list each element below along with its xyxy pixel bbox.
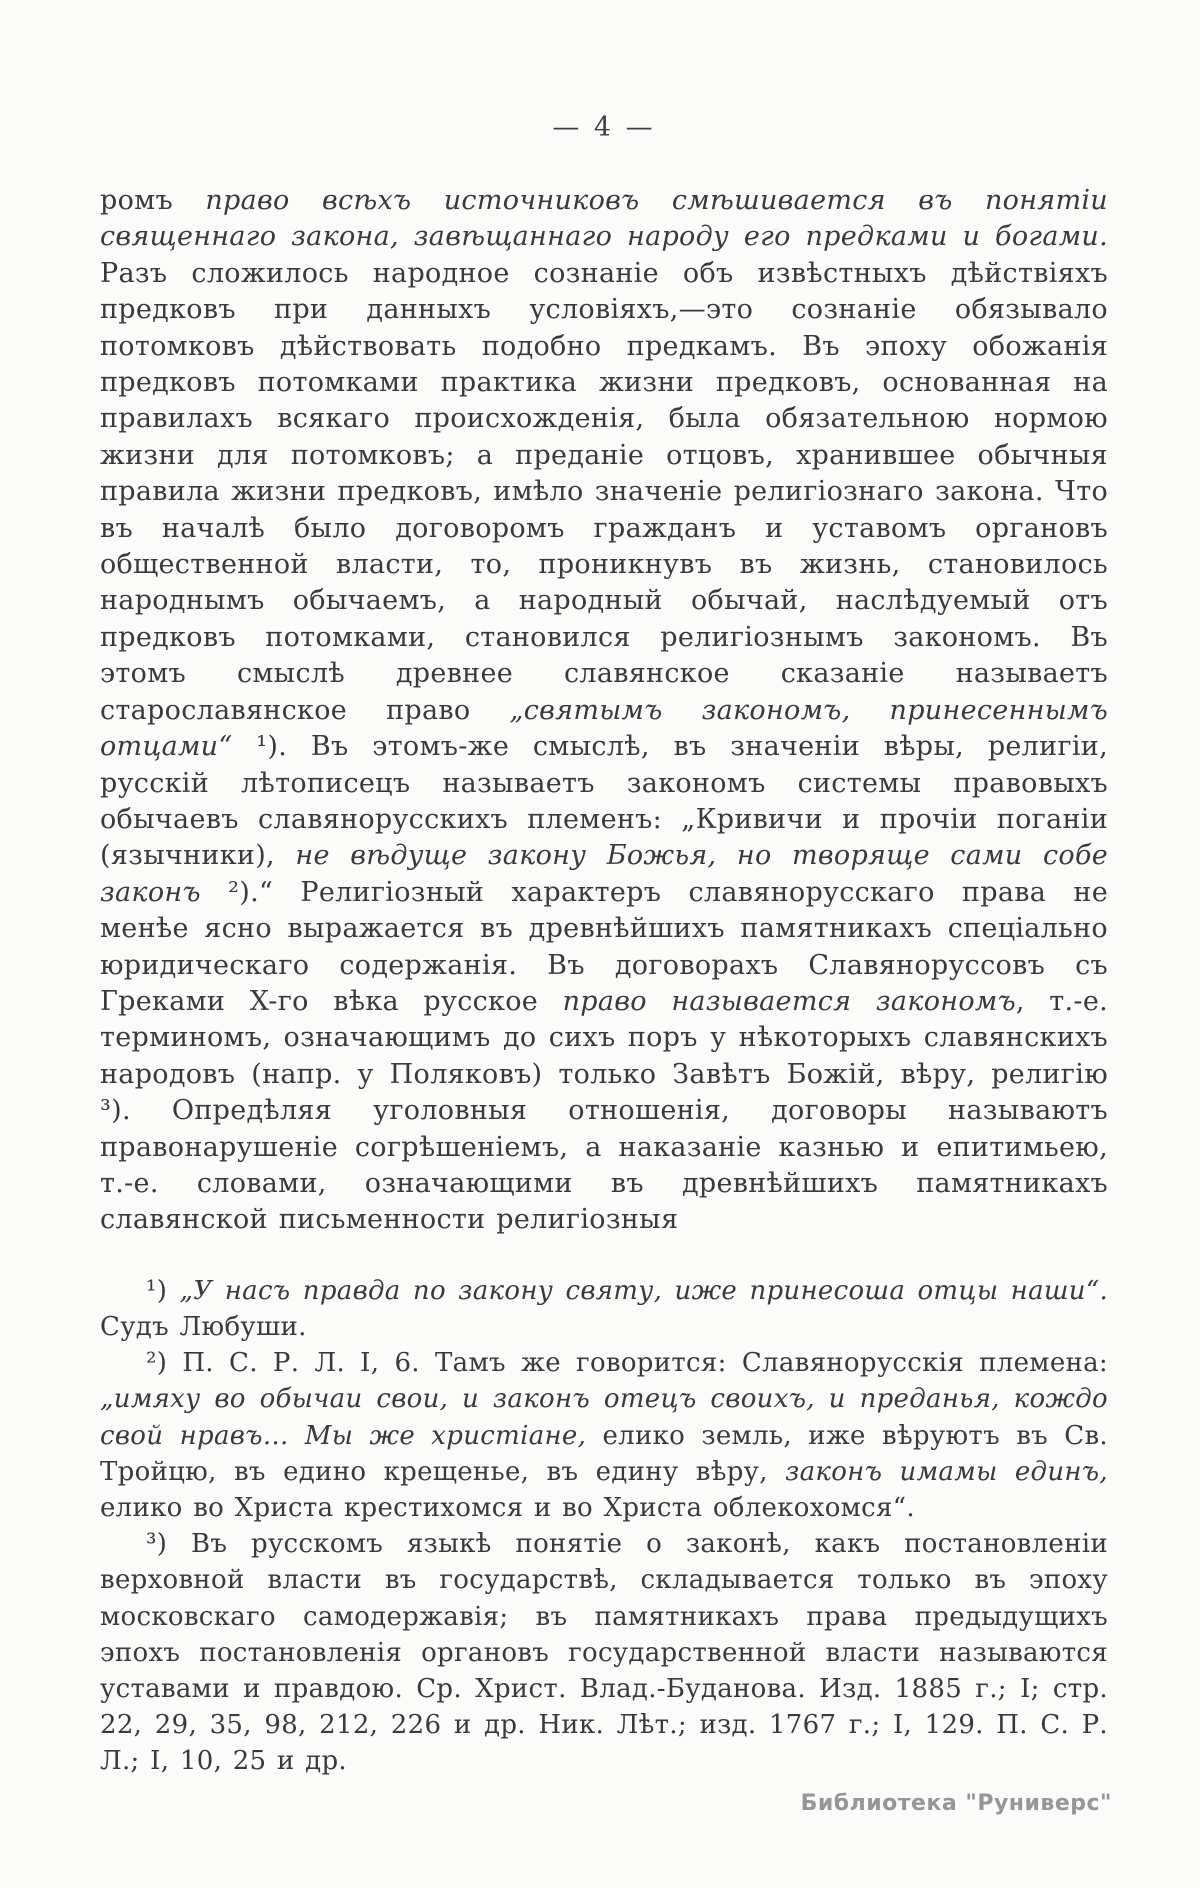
text-run-italic: „имяху во обычаи свои, и законъ отецъ своихъ, и преданья, кождо свой нравъ... Мы же христіане, [100, 1384, 1108, 1451]
text-run: , т.-е. терминомъ, означающимъ до сихъ поръ у нѣкоторыхъ славянскихъ народовъ (напр. у Поляковъ) только Завѣтъ Божій, вѣру, религію ³). Опредѣляя уголовныя отношенія, договоры называютъ правонарушеніе согрѣшеніемъ, а наказаніе казнью и епитимьею, т.-е. словами, означающими въ древнѣйшихъ памятникахъ славянской письменности религіозныя [100, 985, 1109, 1236]
footnote-marker: ¹) [146, 1275, 180, 1306]
text-run: елико во Христа крестихомся и во Христа облекохомся“. [100, 1493, 915, 1523]
text-run-italic: не вѣдуще закону Божья, но творяще сами собе законъ [100, 840, 1108, 908]
text-run: ²).“ Религіозный характеръ славянорусскаго права не менѣе ясно выражается въ древнѣйшихъ памятникахъ спеціально юридическаго содержанія. Въ договорахъ Славяноруссовъ съ Греками X-го вѣка русское [100, 876, 1108, 1017]
text-run-italic: право называется закономъ [562, 985, 1016, 1017]
text-run: Разъ сложилось народное сознаніе объ извѣстныхъ дѣйствіяхъ предковъ при данныхъ условіяхъ,—это сознаніе обязывало потомковъ дѣйствовать подобно предкамъ. Въ эпоху обожанія предковъ потомками практика жизни предковъ, основанная на правилахъ всякаго происхожденія, была обязательною нормою жизни для потомковъ; а преданіе отцовъ, хранившее обычныя правила жизни предковъ, имѣло значеніе религіознаго закона. Что въ началѣ было договоромъ гражданъ и уставомъ органовъ общественной власти, то, проникнувъ въ жизнь, становилось народнымъ обычаемъ, а народный обычай, наслѣдуемый отъ предковъ потомками, становился религіознымъ закономъ. Въ этомъ смыслѣ древнее славянское сказаніе называетъ старославянское право [100, 257, 1108, 726]
text-run-italic: „святымъ закономъ, принесеннымъ отцами“ [100, 694, 1108, 763]
library-watermark: Библиотека "Руниверс" [800, 1791, 1112, 1816]
text-run: ¹). Въ этомъ-же смыслѣ, въ значеніи вѣры, религіи, русскій лѣтописецъ называетъ закономъ системы правовыхъ обычаевъ славянорусскихъ племенъ: „Кривичи и прочіи поганіи (язычники), [100, 731, 1108, 872]
footnote-2 [100, 1345, 1108, 1526]
text-run: Судъ Любуши. [100, 1311, 307, 1342]
footnotes-section [100, 1273, 1108, 1780]
footnote-3 [100, 1526, 1108, 1779]
text-run-italic: законъ имамы единъ, [785, 1456, 1108, 1487]
footnote-marker: ²) П. С. Р. Л. I, 6. Тамъ же говорится: Славянорусскія племена: [146, 1348, 1108, 1379]
text-block [100, 112, 1108, 1780]
text-run: ³) Въ русскомъ языкѣ понятіе о законѣ, какъ постановленіи верховной власти въ государствѣ, складывается только въ эпоху московскаго самодержавія; въ памятникахъ права предыдущихъ эпохъ постановленія органовъ государственной власти называются уставами и правдою. Ср. Христ. Влад.-Буданова. Изд. 1885 г.; I; стр. 22, 29, 35, 98, 212, 226 и др. Ник. Лѣт.; изд. 1767 г.; I, 129. П. С. Р. Л.; I, 10, 25 и др. [100, 1529, 1108, 1777]
footnote-1 [100, 1273, 1108, 1345]
text-run: ромъ [100, 185, 206, 216]
page-number: — 4 — [552, 112, 656, 143]
main-paragraph [100, 183, 1108, 1239]
text-run-italic: право всѣхъ источниковъ смѣшивается въ понятіи священнаго закона, завѣщаннаго народу его предками и богами. [100, 185, 1108, 253]
text-run-italic: „У насъ правда по закону святу, иже принесоша отцы наши“. [179, 1275, 1109, 1306]
text-run: елико земль, иже вѣруютъ въ Св. Тройцю, въ едино крещенье, въ едину вѣру, [100, 1420, 1108, 1487]
